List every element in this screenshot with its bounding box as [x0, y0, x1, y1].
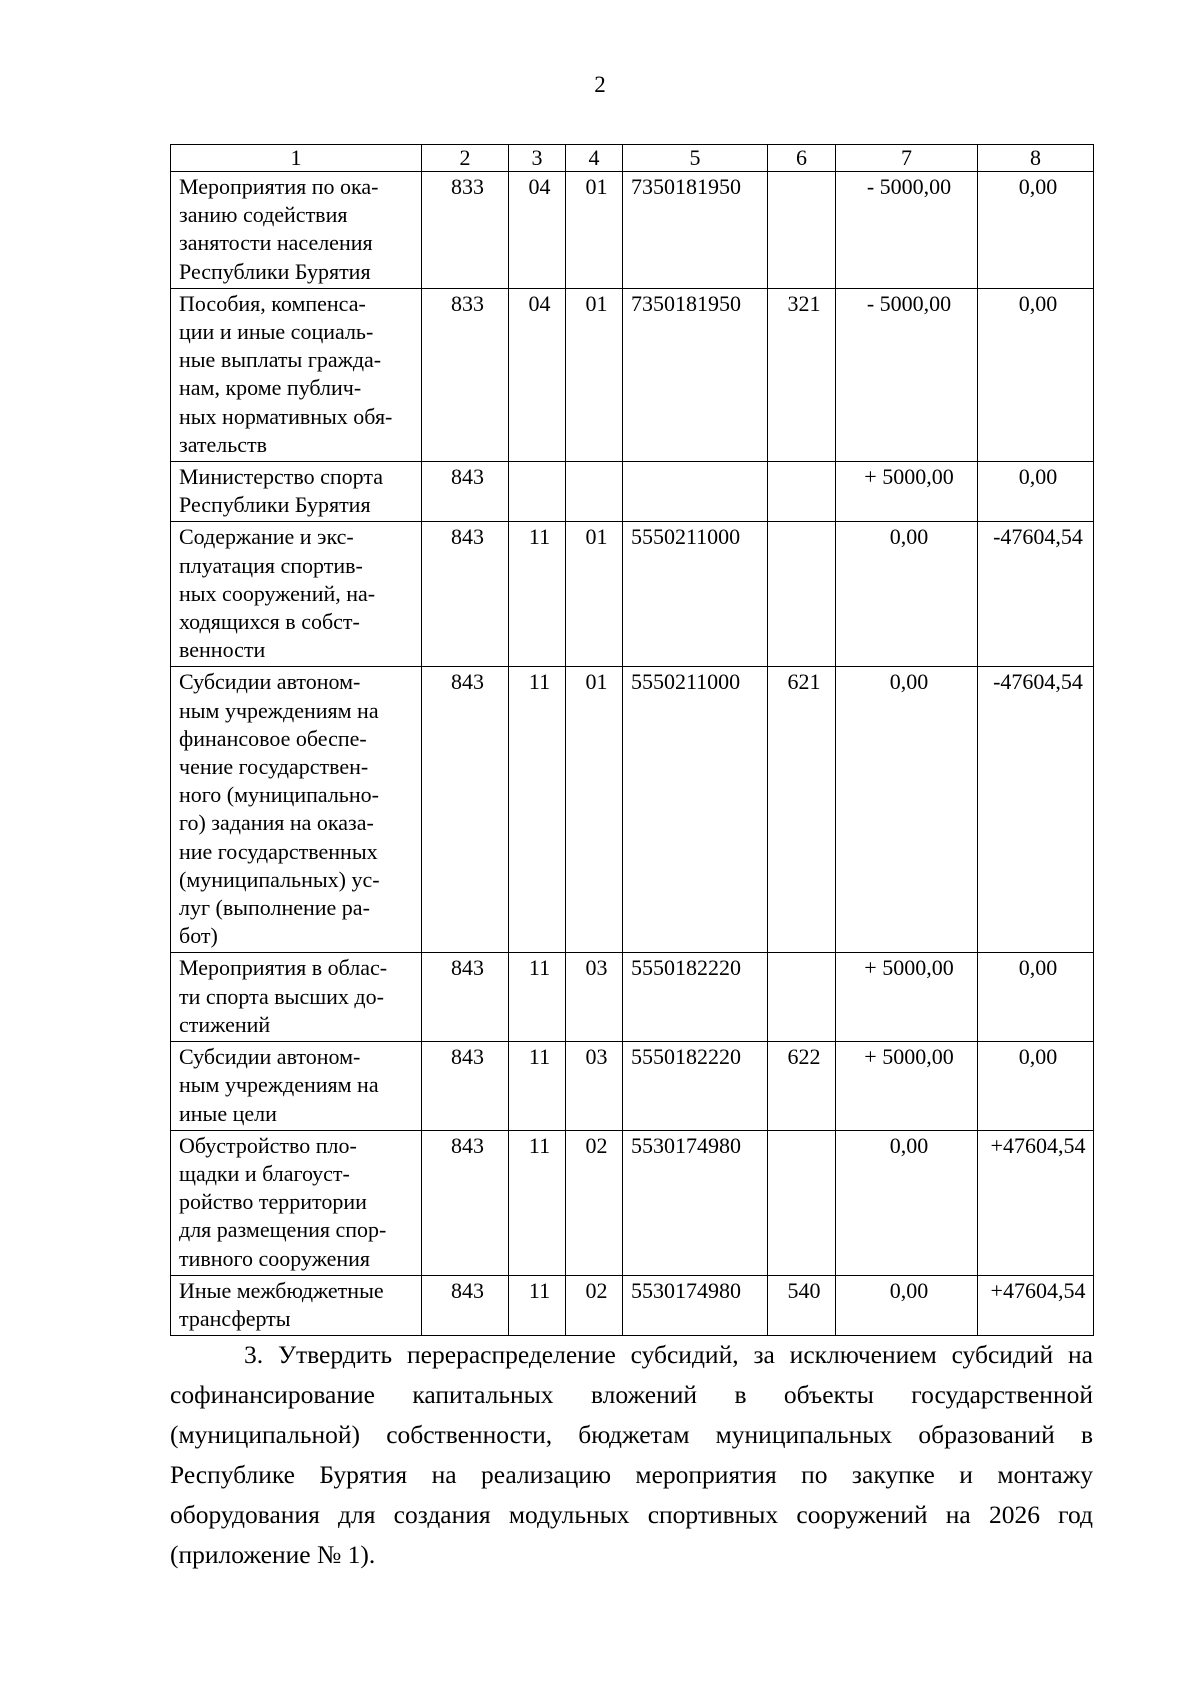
col8-cell: -47604,54	[978, 667, 1094, 953]
table-row	[171, 1130, 1094, 1275]
row-name-cell: Содержание и экс- плуатация спортив- ных сооружений, на- ходящихся в собст- венности	[171, 522, 422, 667]
col3-cell: 11	[509, 1042, 566, 1131]
col6-cell	[768, 522, 836, 667]
col5-cell: 7350181950	[623, 172, 768, 289]
col7-cell: 0,00	[836, 1275, 978, 1335]
col5-cell: 5550211000	[623, 667, 768, 953]
col4-cell: 01	[566, 667, 623, 953]
col4-cell: 01	[566, 522, 623, 667]
table-body	[171, 172, 1094, 1336]
table-row	[171, 522, 1094, 667]
col6-cell	[768, 172, 836, 289]
col2-cell: 843	[422, 1275, 509, 1335]
col2-cell: 843	[422, 522, 509, 667]
header-col-7: 7	[836, 145, 978, 172]
col2-cell: 843	[422, 1130, 509, 1275]
row-name-cell: Пособия, компенса- ции и иные социаль- ные выплаты гражда- нам, кроме публич- ных нормативных обя- зательств	[171, 288, 422, 461]
col7-cell: - 5000,00	[836, 172, 978, 289]
row-name-cell: Министерство спорта Республики Бурятия	[171, 462, 422, 522]
col5-cell	[623, 462, 768, 522]
header-col-8: 8	[978, 145, 1094, 172]
budget-table	[170, 144, 1094, 1336]
col3-cell: 11	[509, 1275, 566, 1335]
header-col-5: 5	[623, 145, 768, 172]
header-col-2: 2	[422, 145, 509, 172]
col8-cell: 0,00	[978, 462, 1094, 522]
col5-cell: 5530174980	[623, 1275, 768, 1335]
col3-cell: 11	[509, 667, 566, 953]
col7-cell: 0,00	[836, 667, 978, 953]
table-row	[171, 953, 1094, 1042]
col5-cell: 5550182220	[623, 953, 768, 1042]
col3-cell: 11	[509, 522, 566, 667]
header-col-1: 1	[171, 145, 422, 172]
header-col-3: 3	[509, 145, 566, 172]
col2-cell: 843	[422, 1042, 509, 1131]
row-name-cell: Мероприятия в облас- ти спорта высших до- стижений	[171, 953, 422, 1042]
col4-cell: 03	[566, 953, 623, 1042]
col8-cell: +47604,54	[978, 1130, 1094, 1275]
col8-cell: 0,00	[978, 953, 1094, 1042]
col5-cell: 5530174980	[623, 1130, 768, 1275]
header-col-4: 4	[566, 145, 623, 172]
row-name-cell: Субсидии автоном- ным учреждениям на финансовое обеспе- чение государствен- ного (муниципально- го) задания на оказа- ние государственных (муниципальных) ус- луг (выполнение ра- бот)	[171, 667, 422, 953]
col6-cell: 622	[768, 1042, 836, 1131]
col5-cell: 7350181950	[623, 288, 768, 461]
page-number: 2	[594, 72, 606, 97]
row-name-cell: Субсидии автоном- ным учреждениям на иные цели	[171, 1042, 422, 1131]
col3-cell: 04	[509, 172, 566, 289]
col6-cell: 621	[768, 667, 836, 953]
col5-cell: 5550182220	[623, 1042, 768, 1131]
col8-cell: 0,00	[978, 172, 1094, 289]
table-row	[171, 1042, 1094, 1131]
col4-cell: 03	[566, 1042, 623, 1131]
col5-cell: 5550211000	[623, 522, 768, 667]
header-col-6: 6	[768, 145, 836, 172]
col6-cell	[768, 462, 836, 522]
col4-cell: 01	[566, 288, 623, 461]
col8-cell: -47604,54	[978, 522, 1094, 667]
col7-cell: + 5000,00	[836, 462, 978, 522]
table-row	[171, 172, 1094, 289]
paragraph-item-3: 3. Утвердить перераспределение субсидий, за исключением субсидий на софинансирование капитальных вложений в объекты государственной (муниципальной) собственности, бюджетам муниципальных образований в Республике Бурятия на реализацию мероприятия по закупке и монтажу оборудования для создания модульных спортивных сооружений на 2026 год (приложение № 1).	[170, 1340, 1093, 1569]
col7-cell: + 5000,00	[836, 953, 978, 1042]
col6-cell	[768, 953, 836, 1042]
table-row	[171, 667, 1094, 953]
col8-cell: 0,00	[978, 1042, 1094, 1131]
col4-cell: 02	[566, 1275, 623, 1335]
col4-cell	[566, 462, 623, 522]
col8-cell: 0,00	[978, 288, 1094, 461]
col7-cell: - 5000,00	[836, 288, 978, 461]
col3-cell: 11	[509, 953, 566, 1042]
table-row	[171, 1275, 1094, 1335]
col6-cell	[768, 1130, 836, 1275]
col3-cell	[509, 462, 566, 522]
col2-cell: 843	[422, 462, 509, 522]
col6-cell: 540	[768, 1275, 836, 1335]
col7-cell: 0,00	[836, 1130, 978, 1275]
table-header-row	[171, 145, 1094, 172]
col8-cell: +47604,54	[978, 1275, 1094, 1335]
col2-cell: 843	[422, 667, 509, 953]
row-name-cell: Обустройство пло- щадки и благоуст- ройство территории для размещения спор- тивного сооружения	[171, 1130, 422, 1275]
row-name-cell: Иные межбюджетные трансферты	[171, 1275, 422, 1335]
row-name-cell: Мероприятия по ока- занию содействия занятости населения Республики Бурятия	[171, 172, 422, 289]
col4-cell: 02	[566, 1130, 623, 1275]
col3-cell: 11	[509, 1130, 566, 1275]
col2-cell: 843	[422, 953, 509, 1042]
col7-cell: + 5000,00	[836, 1042, 978, 1131]
col2-cell: 833	[422, 172, 509, 289]
col4-cell: 01	[566, 172, 623, 289]
col2-cell: 833	[422, 288, 509, 461]
table-row	[171, 288, 1094, 461]
col6-cell: 321	[768, 288, 836, 461]
table-row	[171, 462, 1094, 522]
col7-cell: 0,00	[836, 522, 978, 667]
col3-cell: 04	[509, 288, 566, 461]
